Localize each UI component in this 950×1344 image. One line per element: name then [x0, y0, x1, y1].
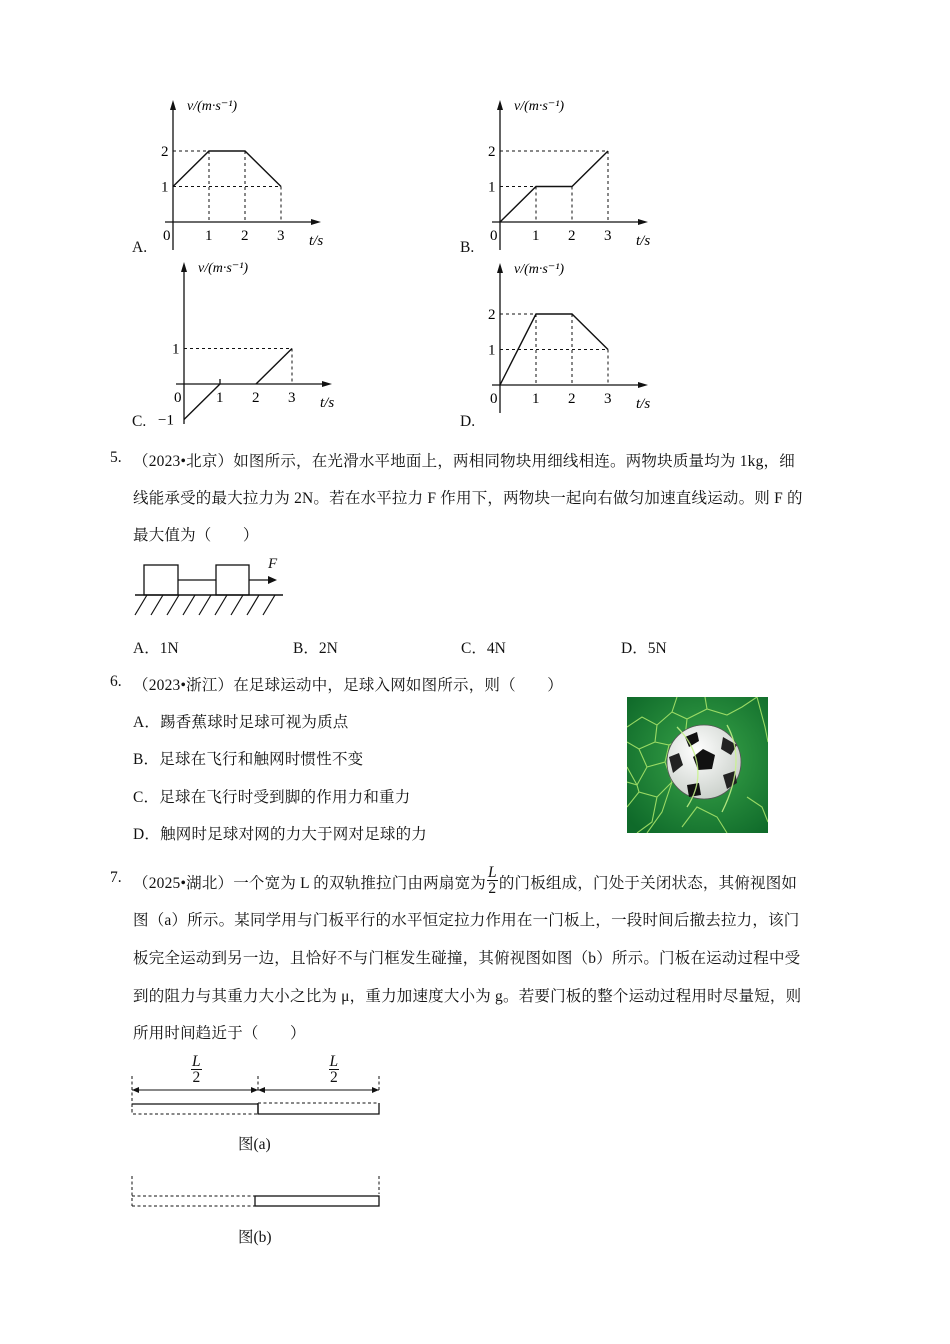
y-tick-label: 1 — [172, 341, 180, 358]
option-c[interactable]: C．足球在飞行时受到脚的作用力和重力 — [133, 789, 411, 806]
x-tick-label: 2 — [241, 228, 249, 244]
question-text: 板完全运动到另一边，且恰好不与门框发生碰撞，其俯视图如图（b）所示。门板在运动过程中受 — [133, 950, 801, 967]
question-text: 图（a）所示。某同学用与门板平行的水平恒定拉力作用在一门板上，一段时间后撤去拉力，该门 — [133, 912, 800, 929]
x-tick-label: 0 — [490, 228, 498, 244]
x-tick-label: 3 — [277, 228, 285, 244]
x-axis-label: t/s — [309, 233, 324, 249]
option-b[interactable]: B．2N — [293, 640, 338, 657]
fraction-numerator: L — [329, 1053, 339, 1070]
text-segment: 的门板组成，门处于关闭状态，其俯视图如 — [498, 875, 798, 893]
x-tick-label: 0 — [174, 390, 182, 406]
arrow-head-icon — [258, 1087, 265, 1093]
x-tick-label: 1 — [532, 391, 540, 407]
y-tick-label: −1 — [158, 412, 174, 429]
door-figure-b — [125, 1172, 390, 1212]
vt-graph-c — [141, 252, 351, 437]
vt-graph-b — [457, 90, 667, 270]
y-axis-arrow-icon — [497, 100, 503, 110]
arrow-head-icon — [132, 1087, 139, 1093]
x-tick-label: 1 — [205, 228, 213, 244]
y-tick-label: 2 — [488, 307, 496, 323]
y-tick-label: 2 — [488, 144, 496, 160]
question-text: 到的阻力与其重力大小之比为 μ，重力加速度大小为 g。若要门板的整个运动过程用时尽量短，则 — [133, 988, 802, 1005]
fraction-denominator: 2 — [192, 1069, 201, 1086]
x-tick-label: 1 — [532, 228, 540, 244]
velocity-line — [500, 151, 608, 222]
ground-hatch — [135, 595, 275, 615]
vt-graph-d — [457, 253, 667, 433]
door-panel — [255, 1196, 379, 1206]
question-number: 6. — [110, 673, 122, 690]
block-right — [216, 565, 249, 595]
x-axis-arrow-icon — [311, 219, 321, 225]
x-tick-label: 2 — [568, 391, 576, 407]
fraction-numerator: L — [487, 864, 497, 881]
velocity-line — [184, 384, 220, 420]
y-axis-label: v/(m·s⁻¹) — [514, 262, 565, 277]
vt-graph-a — [130, 90, 340, 270]
question-text: 线能承受的最大拉力为 2N。若在水平拉力 F 作用下，两物块一起向右做匀加速直线运动。则 F 的 — [133, 490, 803, 507]
x-axis-label: t/s — [320, 395, 335, 411]
fraction-denominator: 2 — [488, 880, 497, 897]
figure-a-caption: 图(a) — [238, 1136, 271, 1153]
velocity-line — [256, 349, 292, 385]
option-d[interactable]: D．触网时足球对网的力大于网对足球的力 — [133, 826, 427, 843]
fraction-l-over-2 — [487, 865, 498, 896]
option-label-c[interactable]: C. — [132, 413, 147, 430]
fraction-denominator: 2 — [329, 1069, 338, 1086]
question-text — [133, 864, 798, 900]
x-tick-label: 0 — [163, 228, 171, 244]
fraction-numerator: L — [192, 1053, 201, 1070]
y-axis-arrow-icon — [170, 100, 176, 110]
x-tick-label: 3 — [604, 391, 612, 407]
x-tick-label: 3 — [604, 228, 612, 244]
question-text: （2023•北京）如图所示，在光滑水平地面上，两相同物块用细线相连。两物块质量均为 1kg，细 — [133, 453, 795, 470]
figure-b-caption: 图(b) — [238, 1229, 272, 1246]
y-tick-label: 1 — [161, 179, 169, 196]
x-tick-label: 3 — [288, 390, 296, 406]
option-label-a[interactable]: A. — [132, 239, 148, 256]
x-axis-label: t/s — [636, 233, 651, 249]
question-text: （2023•浙江）在足球运动中，足球入网如图所示，则（ ） — [133, 677, 563, 694]
question-text: 所用时间趋近于（ ） — [133, 1025, 306, 1042]
velocity-line — [173, 151, 281, 187]
x-axis-arrow-icon — [638, 219, 648, 225]
block-left — [144, 565, 178, 595]
y-axis-label: v/(m·s⁻¹) — [198, 261, 249, 276]
question-number: 5. — [110, 449, 122, 466]
option-label-b[interactable]: B. — [460, 239, 475, 256]
arrow-head-icon — [268, 576, 277, 584]
option-c[interactable]: C．4N — [461, 640, 506, 657]
arrow-head-icon — [251, 1087, 258, 1093]
x-axis-label: t/s — [636, 396, 651, 412]
y-tick-label: 1 — [488, 342, 496, 359]
x-axis-arrow-icon — [322, 381, 332, 387]
door-panel-right — [258, 1103, 379, 1114]
x-tick-label: 2 — [252, 390, 260, 406]
option-label-d[interactable]: D. — [460, 413, 476, 430]
option-b[interactable]: B．足球在飞行和触网时惯性不变 — [133, 751, 364, 768]
force-label: F — [268, 556, 278, 572]
x-tick-label: 0 — [490, 391, 498, 407]
dimension-label-right — [329, 1054, 340, 1085]
text-segment: （2025•湖北）一个宽为 L 的双轨推拉门由两扇宽为 — [133, 875, 486, 893]
y-tick-label: 2 — [161, 144, 169, 160]
y-axis-arrow-icon — [497, 263, 503, 273]
option-a[interactable]: A．1N — [133, 640, 179, 657]
y-axis-label: v/(m·s⁻¹) — [514, 99, 565, 114]
x-tick-label: 2 — [568, 228, 576, 244]
soccer-ball-image — [627, 697, 768, 833]
question-text: 最大值为（ ） — [133, 527, 259, 544]
y-axis-label: v/(m·s⁻¹) — [187, 99, 238, 114]
question-number: 7. — [110, 869, 122, 886]
x-tick-label: 1 — [216, 390, 224, 406]
option-a[interactable]: A．踢香蕉球时足球可视为质点 — [133, 714, 349, 731]
door-figure-a — [125, 1070, 390, 1120]
option-d[interactable]: D．5N — [621, 640, 667, 657]
ball — [667, 725, 741, 799]
x-axis-arrow-icon — [638, 382, 648, 388]
y-tick-label: 1 — [488, 179, 496, 196]
arrow-head-icon — [372, 1087, 379, 1093]
dimension-label-left — [191, 1054, 202, 1085]
y-axis-arrow-icon — [181, 262, 187, 272]
